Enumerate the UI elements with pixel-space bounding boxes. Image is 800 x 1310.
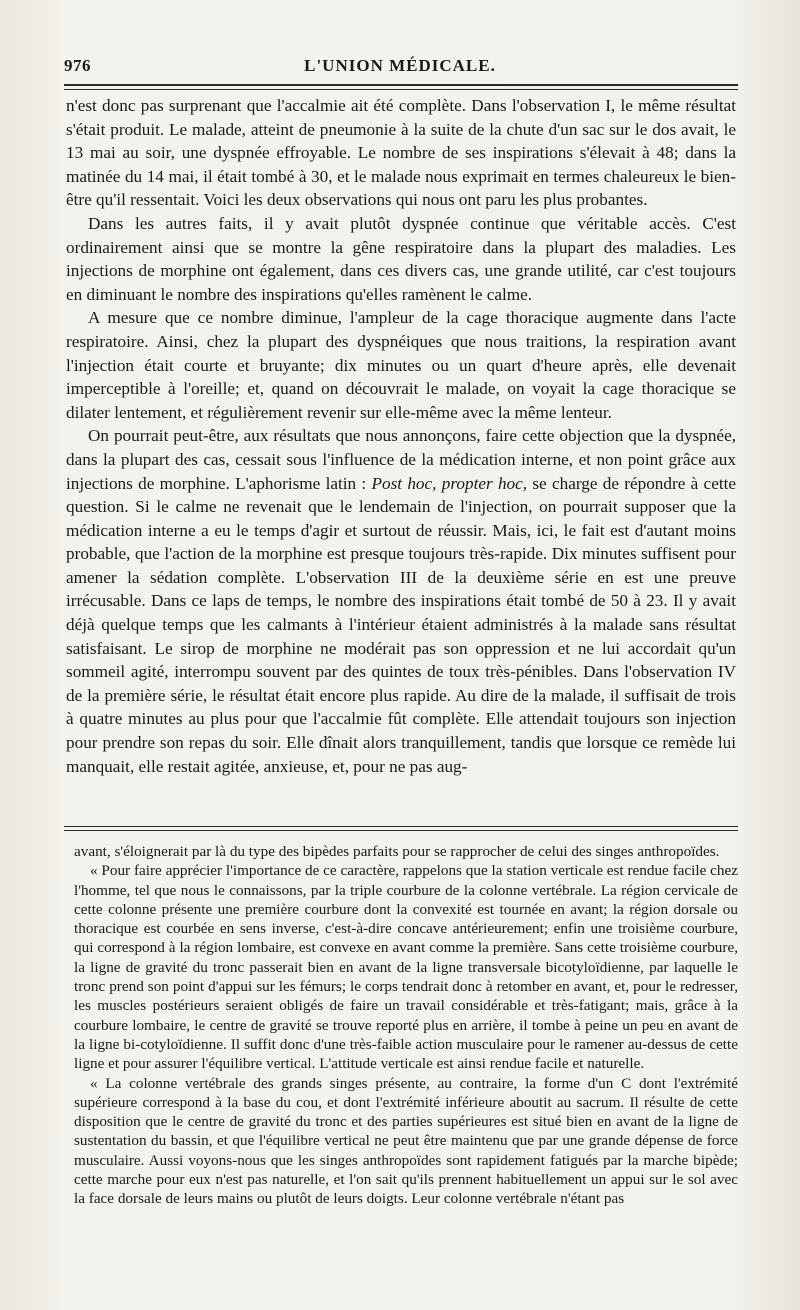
paragraph-2: Dans les autres faits, il y avait plutôt dyspnée continue que véritable accès. C'est ordinairement ainsi que se montre la gêne respiratoire dans la plupart des maladies. Les injections de morphine ont également, dans ces divers cas, une grande utilité, car c'est toujours en diminuant le nombre des inspirations qu'elles ramènent le calme. [66, 213, 736, 304]
latin-aphorism: Post hoc, propter hoc, [371, 473, 528, 493]
paragraph-4 [66, 424, 736, 778]
paragraph-1: n'est donc pas surprenant que l'accalmie ait été complète. Dans l'observation I, le même résultat s'était produit. Le malade, atteint de pneumonie à la suite de la chute d'un sac sur le dos avait, le 13 mai au soir, une dyspnée effroyable. Le nombre de ses inspirations s'élevait à 48; dans la matinée du 14 mai, il était tombé à 30, et le malade nous exprimait en termes chaleureux le bien-être qu'il ressentait. Voici les deux observations qui nous ont paru les plus probantes. [66, 96, 736, 210]
paragraph-3: A mesure que ce nombre diminue, l'ampleur de la cage thoracique augmente dans l'acte respiratoire. Ainsi, chez la plupart des dyspnéiques que nous traitions, la respiration avant l'injection était courte et bruyante; dix minutes ou un quart d'heure après, elle devenait imperceptible à l'oreille; et, quand on découvrait le malade, on voyait la cage thoracique se dilater lentement, et régulièrement revenir sur elle-même avec la même lenteur. [66, 308, 736, 422]
footnote-quote-1: « Pour faire apprécier l'importance de ce caractère, rappelons que la station verticale est rendue facile chez l'homme, tel que nous le connaissons, par la triple courbure de la colonne vertébrale. La région cervicale de cette colonne présente une première courbure dont la convexité est tournée en avant; la région dorsale ou thoracique est courbée en sens inverse, c'est-à-dire concave antérieurement; enfin une troisième courbure, qui correspond à la région lombaire, est convexe en avant comme la première. Sans cette troisième courbure, la ligne de gravité du tronc passerait bien en avant de la ligne transversale bicotyloïdienne, par laquelle le tronc prend son point d'appui sur les fémurs; le corps tendrait donc à retomber en avant, et, pour le redresser, les muscles postérieurs seraient obligés de faire un travail considérable et très-fatigant; mais, grâce à la courbure lombaire, le centre de gravité se trouve reporté plus en arrière, il tombe à peine un peu en avant de la ligne bi-cotyloïdienne. Il suffit donc d'une très-faible action musculaire pour le ramener au-dessus de cette ligne et pour assurer l'équilibre vertical. L'attitude verticale est ainsi rendue facile et naturelle. [74, 862, 738, 1073]
footnote-continuation: avant, s'éloignerait par là du type des bipèdes parfaits pour se rapprocher de celui des singes anthropoïdes. [74, 843, 720, 860]
main-text [66, 94, 736, 778]
page-number: 976 [64, 56, 91, 75]
running-title: L'UNION MÉDICALE. [304, 56, 496, 75]
footnote-separator-thin [64, 830, 738, 831]
header-rule [64, 84, 738, 86]
page-header [64, 56, 736, 84]
footnotes [74, 842, 738, 1209]
paragraph-4-end: se charge de répondre à cette question. Si le calme ne revenait que le lendemain de l'injection, on pourrait supposer que la médication interne a eu le temps d'agir et surtout de réussir. Mais, ici, le fait est d'autant moins probable, que l'action de la morphine est presque toujours très-rapide. Dix minutes suffisent pour amener la sédation complète. L'observation III de la deuxième série en est une preuve irrécusable. Dans ce laps de temps, le nombre des inspirations était tombé de 50 à 23. Il y avait déjà quelque temps que les calmants à l'intérieur étaient administrés à la malade sans résultat satisfaisant. Le sirop de morphine ne modérait pas son oppression et ne lui accordait qu'un sommeil agité, interrompu souvent par des quintes de toux très-pénibles. Dans l'observation IV de la première série, le résultat était encore plus rapide. Au dire de la malade, il suffisait de trois à quatre minutes au plus pour que l'accalmie fût complète. Elle attendait toujours son injection pour prendre son repas du soir. Elle dînait alors tranquillement, tandis que lorsque ce remède lui manquait, elle restait agitée, anxieuse, et, pour ne pas aug- [66, 473, 736, 776]
paragraph-4-start: On pourrait peut-être, aux résultats que nous annonçons, faire cette objection que la dyspnée, dans la plupart des cas, cessait sous l'influence de la médication interne, et non point grâce aux injections de morphine. L'aphorisme latin : [66, 426, 736, 493]
footnote-quote-2: « La colonne vertébrale des grands singes présente, au contraire, la forme d'un C dont l'extrémité supérieure correspond à la base du cou, et dont l'extrémité inférieure aboutit au sacrum. Il résulte de cette disposition que le centre de gravité du tronc et des parties supérieures est situé bien en avant de la ligne de sustentation du bassin, et que l'équilibre vertical ne peut être maintenu que par une grande dépense de force musculaire. Aussi voyons-nous que les singes anthropoïdes sont rapidement fatigués par la marche bipède; cette marche pour eux n'est pas naturelle, et l'on sait qu'ils prennent habituellement un appui sur le sol avec la face dorsale de leurs mains ou plutôt de leurs doigts. Leur colonne vertébrale n'étant pas [74, 1074, 738, 1208]
header-rule-thin [64, 89, 738, 90]
footnote-separator [64, 826, 738, 827]
